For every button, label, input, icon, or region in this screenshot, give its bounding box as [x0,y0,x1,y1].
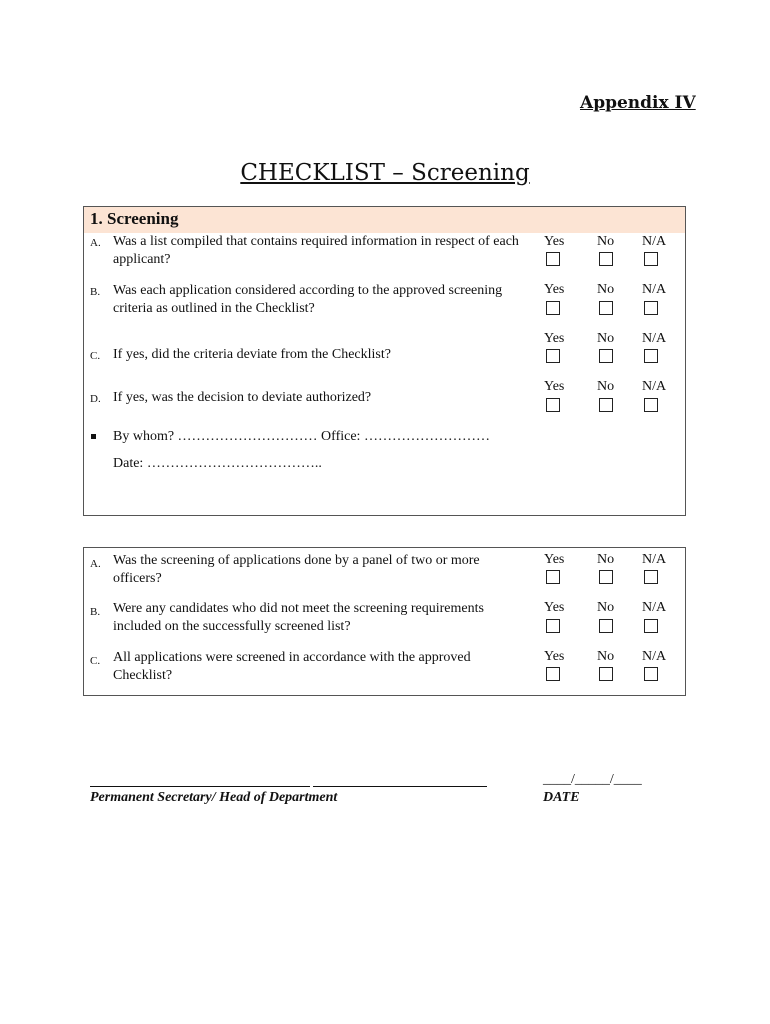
no-label: No [597,379,615,394]
no-checkbox[interactable] [599,667,613,681]
appendix-label: Appendix IV [580,93,696,113]
question-letter: C. [90,655,101,667]
date-label: DATE [543,790,580,805]
na-label: N/A [642,600,667,615]
yes-checkbox[interactable] [546,252,560,266]
question-text: Were any candidates who did not meet the screening requirements included on the successfully screened list? [113,601,484,634]
yes-label: Yes [544,234,565,249]
no-label: No [597,331,615,346]
no-checkbox[interactable] [599,349,613,363]
section-1-table [83,206,686,516]
na-label: N/A [642,331,667,346]
yes-label: Yes [544,282,565,297]
section-1-heading: 1. Screening [90,209,179,228]
yes-checkbox[interactable] [546,301,560,315]
no-label: No [597,552,615,567]
no-label: No [597,600,615,615]
date-field[interactable]: ____/_____/____ [543,772,642,787]
page-title: CHECKLIST – Screening [240,160,530,186]
yes-checkbox[interactable] [546,570,560,584]
no-label: No [597,234,615,249]
signature-line[interactable] [90,786,310,787]
date-line: Date: ……………………………….. [113,456,322,471]
signature-line[interactable] [313,786,487,787]
no-checkbox[interactable] [599,301,613,315]
na-checkbox[interactable] [644,301,658,315]
no-checkbox[interactable] [599,570,613,584]
question-text: All applications were screened in accordance with the approved Checklist? [113,650,471,683]
yes-checkbox[interactable] [546,398,560,412]
na-checkbox[interactable] [644,570,658,584]
yes-checkbox[interactable] [546,667,560,681]
question-letter: B. [90,286,101,298]
by-whom-line: By whom? ………………………… Office: ……………………… [113,429,490,444]
signature-label: Permanent Secretary/ Head of Department [90,790,338,805]
na-checkbox[interactable] [644,349,658,363]
question-text: If yes, was the decision to deviate authorized? [113,390,372,405]
question-text: Was the screening of applications done by a panel of two or more officers? [113,553,480,586]
na-checkbox[interactable] [644,667,658,681]
na-label: N/A [642,552,667,567]
yes-checkbox[interactable] [546,619,560,633]
no-label: No [597,282,615,297]
na-label: N/A [642,649,667,664]
no-checkbox[interactable] [599,398,613,412]
na-label: N/A [642,234,667,249]
question-text: If yes, did the criteria deviate from the Checklist? [113,347,391,362]
yes-label: Yes [544,552,565,567]
section-1-header [84,207,685,233]
na-label: N/A [642,282,667,297]
na-checkbox[interactable] [644,252,658,266]
yes-checkbox[interactable] [546,349,560,363]
na-checkbox[interactable] [644,619,658,633]
yes-label: Yes [544,649,565,664]
question-letter: C. [90,350,101,362]
bullet-marker [91,434,96,439]
yes-label: Yes [544,331,565,346]
question-letter: A. [90,558,101,570]
question-letter: D. [90,393,101,405]
section-2-table [83,547,686,696]
yes-label: Yes [544,379,565,394]
question-text: Was each application considered according to the approved screening criteria as outlined in the Checklist? [113,283,503,316]
no-checkbox[interactable] [599,619,613,633]
yes-label: Yes [544,600,565,615]
na-label: N/A [642,379,667,394]
na-checkbox[interactable] [644,398,658,412]
question-letter: B. [90,606,101,618]
no-label: No [597,649,615,664]
question-text: Was a list compiled that contains required information in respect of each applicant? [113,234,519,267]
question-letter: A. [90,237,101,249]
no-checkbox[interactable] [599,252,613,266]
